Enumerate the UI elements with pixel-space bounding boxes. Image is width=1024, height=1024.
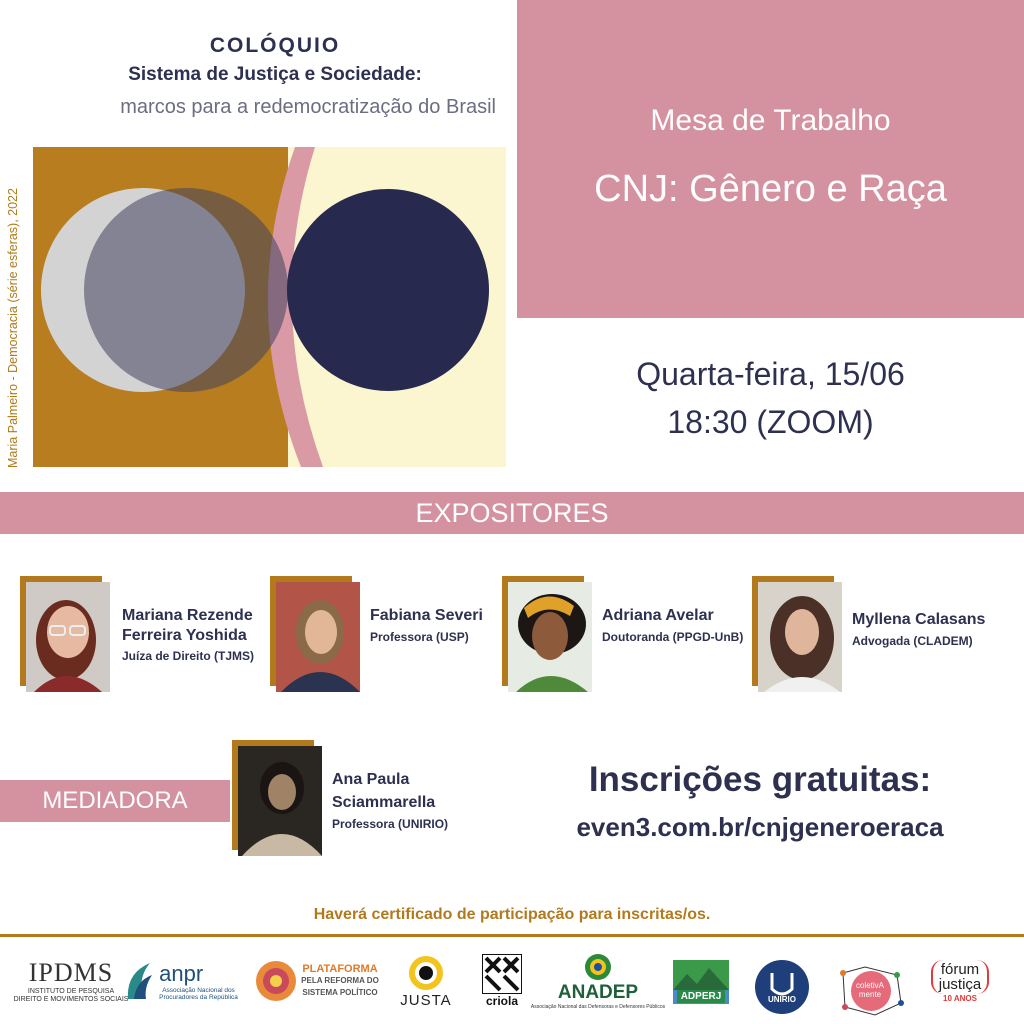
logo-forum-justica: fórum justiça 10 ANOS bbox=[922, 946, 998, 1016]
justa-eye-icon bbox=[407, 954, 445, 992]
colloquium-title: COLÓQUIO bbox=[209, 34, 341, 57]
logo-anpr: anpr Associação Nacional dos Procuradores da República bbox=[122, 946, 240, 1016]
speaker-name: Ferreira Yoshida bbox=[122, 627, 247, 644]
footer-divider bbox=[0, 934, 1024, 937]
logo-anadep: ANADEP Associação Nacional das Defensoras e Defensores Públicos bbox=[540, 946, 656, 1016]
expositores-label: EXPOSITORES bbox=[415, 498, 609, 528]
speaker-role: Juíza de Direito (TJMS) bbox=[122, 649, 255, 663]
artwork-credit: Maria Palmeiro - Democracia (série esferas), 2022 bbox=[6, 188, 20, 468]
event-date: Quarta-feira, 15/06 bbox=[636, 356, 905, 392]
mediator-name: Sciammarella bbox=[332, 794, 436, 811]
artwork bbox=[33, 147, 506, 467]
logo-criola: criola bbox=[474, 946, 530, 1016]
mediator-name: Ana Paula bbox=[332, 771, 410, 788]
mediator-photo bbox=[238, 746, 322, 856]
certificate-notice: Haverá certificado de participação para inscritas/os. bbox=[313, 906, 711, 923]
speaker-name: Adriana Avelar bbox=[602, 607, 714, 624]
plataforma-burst-icon bbox=[255, 960, 297, 1002]
panel-title: CNJ: Gênero e Raça bbox=[594, 168, 947, 210]
logo-coletiva-mente: coletivA mente bbox=[830, 946, 910, 1016]
logo-ipdms: IPDMS INSTITUTO DE PESQUISA DIREITO E MOVIMENTOS SOCIAIS bbox=[13, 958, 129, 1003]
logo-justa: JUSTA bbox=[394, 946, 458, 1016]
artwork-spheres-illustration bbox=[33, 147, 506, 467]
mediator-role: Professora (UNIRIO) bbox=[332, 817, 449, 831]
ipdms-mark: IPDMS bbox=[28, 958, 114, 987]
criola-pattern-icon bbox=[482, 954, 522, 994]
colloquium-tagline: marcos para a redemocratização do Brasil bbox=[120, 96, 496, 118]
speaker-name: Myllena Calasans bbox=[852, 611, 986, 628]
panel-kicker: Mesa de Trabalho bbox=[650, 104, 891, 137]
speaker-photo bbox=[26, 582, 110, 692]
speaker-photo bbox=[508, 582, 592, 692]
event-panel bbox=[517, 0, 1024, 318]
registration-title: Inscrições gratuitas: bbox=[588, 760, 932, 799]
unirio-seal-icon bbox=[754, 959, 810, 1015]
mediadora-label: MEDIADORA bbox=[42, 787, 188, 814]
anpr-emblem-icon bbox=[124, 959, 156, 1003]
anadep-emblem-icon bbox=[582, 952, 614, 982]
speaker-name: Fabiana Severi bbox=[370, 607, 483, 624]
speaker-photo bbox=[758, 582, 842, 692]
speaker-photo bbox=[276, 582, 360, 692]
speaker-role: Advogada (CLADEM) bbox=[852, 634, 973, 648]
speaker-role: Doutoranda (PPGD-UnB) bbox=[602, 630, 744, 644]
logo-plataforma: PLATAFORMA PELA REFORMA DO SISTEMA POLÍTICO bbox=[252, 946, 382, 1016]
event-time: 18:30 (ZOOM) bbox=[667, 404, 874, 440]
speaker-role: Professora (USP) bbox=[370, 630, 469, 644]
logo-unirio: UNIRIO bbox=[748, 946, 816, 1016]
colloquium-subtitle: Sistema de Justiça e Sociedade: bbox=[128, 64, 422, 85]
registration-link[interactable]: even3.com.br/cnjgeneroeraca bbox=[576, 812, 944, 842]
speaker-name: Mariana Rezende bbox=[122, 607, 253, 624]
logo-adperj: ADPERJ bbox=[670, 946, 732, 1016]
